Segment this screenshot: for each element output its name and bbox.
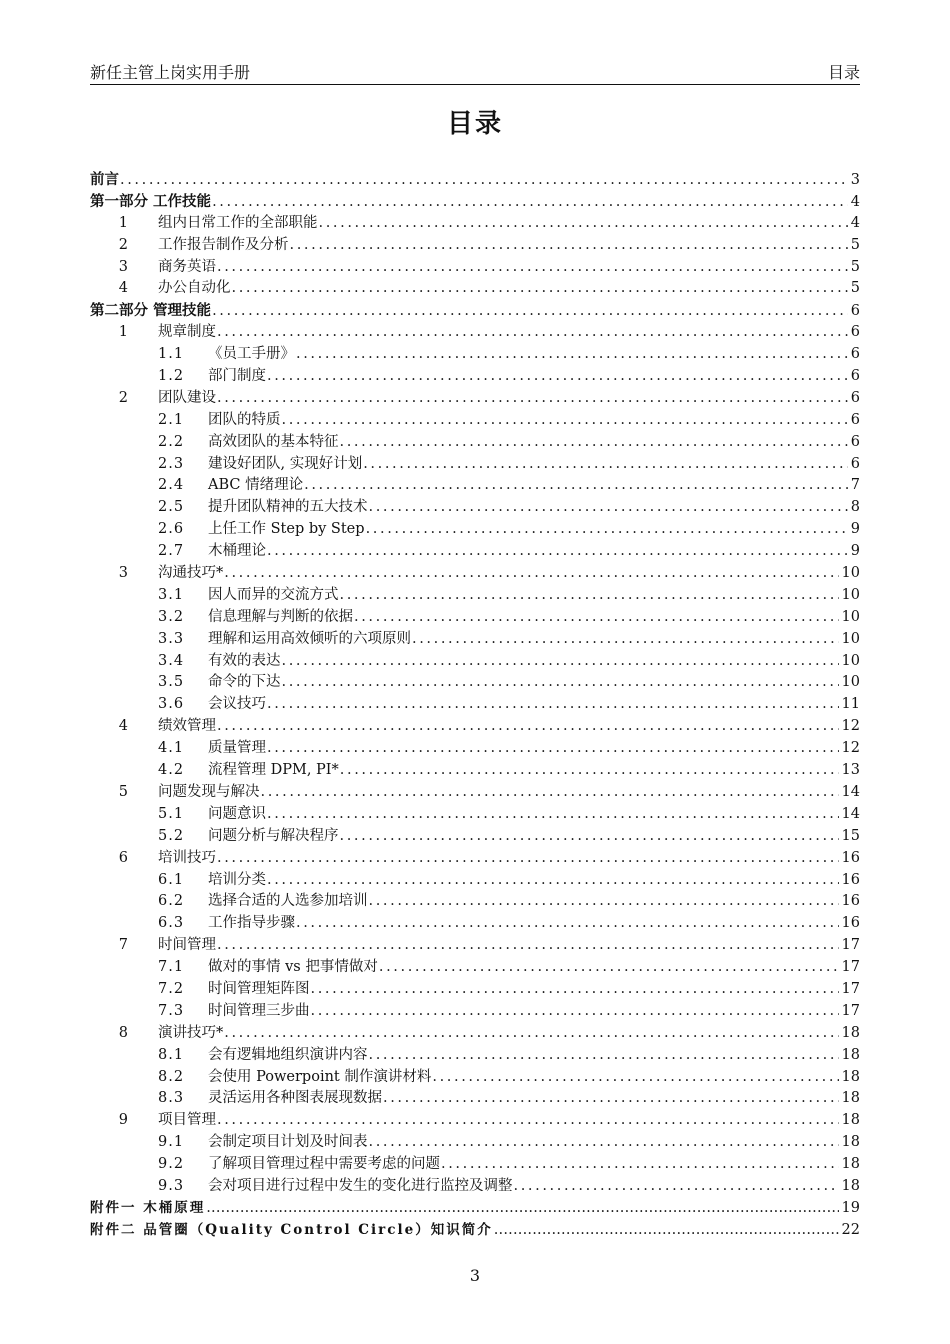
toc-entry[interactable] [90, 738, 860, 760]
toc-entry-page: 10 [841, 630, 860, 647]
toc-entry-label: 绩效管理 [158, 718, 216, 735]
toc-entry-label: 附件二 品管圈（Quality Control Circle）知识简介 [90, 1221, 493, 1238]
toc-entry-number: 8.1 [158, 1046, 185, 1063]
toc-entry-page: 6 [850, 303, 860, 320]
toc-entry-label: 时间管理矩阵图 [208, 980, 310, 997]
toc-entry[interactable] [90, 1220, 860, 1242]
toc-entry[interactable] [90, 891, 860, 913]
toc-dot-leader [212, 192, 848, 214]
toc-dot-leader [304, 475, 848, 497]
toc-entry[interactable] [90, 191, 860, 213]
toc-entry-number: 1 [118, 324, 128, 341]
toc-entry-number: 2 [118, 236, 128, 253]
toc-entry-page: 9 [850, 543, 860, 560]
toc-entry[interactable] [90, 344, 860, 366]
toc-entry-label: 会使用 Powerpoint 制作演讲材料 [208, 1068, 432, 1085]
toc-entry-page: 7 [850, 477, 860, 494]
toc-entry-label: 办公自动化 [158, 280, 231, 297]
toc-dot-leader [267, 870, 839, 892]
toc-entry-label: 做对的事情 vs 把事情做对 [208, 959, 378, 976]
toc-entry-number: 4 [118, 718, 128, 735]
toc-entry-label: 附件一 木桶原理 [90, 1199, 206, 1216]
toc-entry-page: 18 [841, 1134, 860, 1151]
toc-entry-number: 6.1 [158, 871, 185, 888]
toc-dot-leader [369, 891, 839, 913]
toc-entry-number: 2.2 [158, 433, 185, 450]
toc-entry[interactable] [90, 1023, 860, 1045]
toc-dot-leader [369, 497, 848, 519]
toc-dot-leader [217, 257, 848, 279]
toc-entry-number: 8.2 [158, 1068, 185, 1085]
toc-entry[interactable] [90, 804, 860, 826]
toc-entry[interactable] [90, 169, 860, 191]
toc-entry-number: 2.6 [158, 521, 185, 538]
toc-entry-label: 部门制度 [208, 368, 266, 385]
toc-entry[interactable] [90, 257, 860, 279]
toc-dot-leader [369, 1132, 839, 1154]
toc-entry-number: 8.3 [158, 1090, 185, 1107]
toc-entry[interactable] [90, 760, 860, 782]
toc-entry-label: 沟通技巧* [158, 565, 224, 582]
toc-entry-page: 18 [841, 1090, 860, 1107]
toc-entry-label: ABC 情绪理论 [208, 477, 304, 494]
toc-dot-leader [232, 278, 848, 300]
table-of-contents [90, 169, 860, 1242]
toc-entry-label: 培训分类 [208, 871, 266, 888]
toc-entry-number: 4.2 [158, 762, 185, 779]
toc-entry-label: 培训技巧 [158, 849, 216, 866]
toc-entry-label: 问题发现与解决 [158, 783, 260, 800]
toc-entry-page: 18 [841, 1046, 860, 1063]
toc-entry-page: 18 [841, 1112, 860, 1129]
toc-entry[interactable] [90, 410, 860, 432]
toc-entry[interactable] [90, 541, 860, 563]
header-section-title: 目录 [827, 63, 860, 82]
toc-entry-label: 因人而异的交流方式 [208, 586, 339, 603]
toc-entry-page: 6 [850, 389, 860, 406]
toc-entry[interactable] [90, 454, 860, 476]
toc-dot-leader [217, 848, 839, 870]
toc-entry[interactable] [90, 629, 860, 651]
toc-entry-page: 18 [841, 1024, 860, 1041]
toc-entry-number: 6.2 [158, 893, 185, 910]
toc-dot-leader [369, 1045, 839, 1067]
toc-entry-label: 命令的下达 [208, 674, 281, 691]
toc-entry[interactable] [90, 672, 860, 694]
toc-entry-number: 3.3 [158, 630, 185, 647]
toc-entry-label: 建设好团队, 实现好计划 [208, 455, 363, 472]
toc-entry-number: 3.6 [158, 696, 185, 713]
toc-entry[interactable] [90, 716, 860, 738]
toc-entry-page: 17 [841, 959, 860, 976]
toc-entry-label: 上任工作 Step by Step [208, 521, 365, 538]
toc-dot-leader [383, 1088, 839, 1110]
toc-entry-label: 商务英语 [158, 258, 216, 275]
toc-entry-number: 4 [118, 280, 128, 297]
toc-entry[interactable] [90, 519, 860, 541]
toc-entry-label: 高效团队的基本特征 [208, 433, 339, 450]
toc-entry[interactable] [90, 913, 860, 935]
toc-entry[interactable] [90, 651, 860, 673]
toc-entry-number: 6 [118, 849, 128, 866]
toc-entry-number: 3.2 [158, 608, 185, 625]
toc-entry-number: 3.5 [158, 674, 185, 691]
toc-entry[interactable] [90, 935, 860, 957]
toc-entry[interactable] [90, 826, 860, 848]
toc-entry[interactable] [90, 366, 860, 388]
toc-dot-leader [217, 322, 848, 344]
toc-entry[interactable] [90, 432, 860, 454]
toc-entry[interactable] [90, 300, 860, 322]
toc-dot-leader [296, 913, 839, 935]
toc-entry-page: 16 [841, 915, 860, 932]
toc-entry-page: 6 [850, 324, 860, 341]
toc-entry-page: 3 [850, 172, 860, 188]
toc-entry[interactable] [90, 1154, 860, 1176]
toc-dot-leader [282, 410, 848, 432]
toc-entry-label: 规章制度 [158, 324, 216, 341]
toc-dot-leader [366, 519, 848, 541]
toc-entry-label: 了解项目管理过程中需要考虑的问题 [208, 1156, 440, 1173]
toc-entry-number: 1.1 [158, 346, 185, 363]
toc-entry-number: 6.3 [158, 915, 185, 932]
toc-entry[interactable] [90, 322, 860, 344]
toc-dot-leader [267, 738, 839, 760]
toc-entry-number: 7.1 [158, 959, 185, 976]
toc-entry-page: 10 [841, 586, 860, 603]
toc-entry-number: 2.3 [158, 455, 185, 472]
toc-entry[interactable] [90, 1198, 860, 1220]
toc-entry-number: 8 [118, 1024, 128, 1041]
toc-entry-label: 团队建设 [158, 389, 216, 406]
toc-entry-label: 理解和运用高效倾听的六项原则 [208, 630, 411, 647]
toc-entry[interactable] [90, 782, 860, 804]
toc-dot-leader [340, 826, 839, 848]
toc-entry-label: 时间管理三步曲 [208, 1002, 310, 1019]
toc-dot-leader [261, 782, 839, 804]
toc-dot-leader [217, 716, 839, 738]
page-title: 目录 [446, 109, 503, 139]
toc-entry-number: 2.5 [158, 499, 185, 516]
toc-entry-number: 9.2 [158, 1156, 185, 1173]
toc-entry-label: 信息理解与判断的依据 [208, 608, 353, 625]
toc-entry-label: 时间管理 [158, 937, 216, 954]
toc-entry[interactable] [90, 870, 860, 892]
toc-dot-leader [267, 804, 839, 826]
toc-dot-leader [282, 672, 839, 694]
toc-entry-page: 18 [841, 1068, 860, 1085]
toc-entry[interactable] [90, 1045, 860, 1067]
toc-entry-label: 第一部分 工作技能 [90, 192, 212, 210]
toc-entry-number: 9.3 [158, 1177, 185, 1194]
toc-entry-page: 8 [850, 499, 860, 516]
toc-entry[interactable] [90, 475, 860, 497]
toc-entry-label: 会议技巧 [208, 696, 266, 713]
toc-dot-leader [441, 1154, 839, 1176]
toc-entry-page: 4 [850, 193, 860, 210]
toc-dot-leader [217, 1110, 839, 1132]
toc-dot-leader [267, 541, 848, 563]
toc-entry-page: 13 [841, 762, 860, 779]
toc-entry-page: 6 [850, 455, 860, 472]
toc-dot-leader [412, 629, 839, 651]
toc-entry[interactable] [90, 957, 860, 979]
toc-entry-number: 1 [118, 214, 128, 231]
toc-entry-label: 项目管理 [158, 1112, 216, 1129]
toc-entry-label: 演讲技巧* [158, 1024, 224, 1041]
toc-dot-leader [206, 1198, 838, 1220]
toc-entry-page: 6 [850, 368, 860, 385]
toc-entry-page: 10 [841, 565, 860, 582]
toc-entry-label: 会有逻辑地组织演讲内容 [208, 1046, 368, 1063]
toc-entry-label: 质量管理 [208, 740, 266, 757]
toc-entry[interactable] [90, 1088, 860, 1110]
toc-entry-page: 18 [841, 1156, 860, 1173]
toc-entry-page: 16 [841, 871, 860, 888]
toc-entry[interactable] [90, 388, 860, 410]
toc-dot-leader [120, 170, 848, 192]
toc-entry-page: 4 [850, 214, 860, 231]
toc-entry-label: 选择合适的人选参加培训 [208, 893, 368, 910]
toc-entry-number: 2.1 [158, 411, 185, 428]
toc-entry-label: 前言 [90, 171, 119, 188]
toc-dot-leader [224, 1023, 838, 1045]
toc-entry-label: 有效的表达 [208, 652, 281, 669]
toc-entry-number: 3.1 [158, 586, 185, 603]
toc-entry-number: 3 [118, 565, 128, 582]
toc-dot-leader [224, 563, 838, 585]
toc-entry-page: 17 [841, 1002, 860, 1019]
toc-entry-number: 5.2 [158, 827, 185, 844]
toc-entry-number: 3 [118, 258, 128, 275]
toc-entry[interactable] [90, 1176, 860, 1198]
toc-dot-leader [282, 651, 839, 673]
toc-entry-number: 5.1 [158, 805, 185, 822]
toc-entry-page: 14 [841, 805, 860, 822]
toc-entry-page: 5 [850, 236, 860, 253]
toc-entry-page: 10 [841, 652, 860, 669]
toc-entry[interactable] [90, 607, 860, 629]
toc-entry-label: 工作报告制作及分析 [158, 236, 289, 253]
toc-entry-page: 5 [850, 280, 860, 297]
toc-entry-page: 10 [841, 608, 860, 625]
toc-entry[interactable] [90, 213, 860, 235]
toc-entry-page: 15 [841, 827, 860, 844]
toc-dot-leader [311, 1001, 839, 1023]
toc-dot-leader [311, 979, 839, 1001]
toc-dot-leader [267, 366, 848, 388]
toc-entry-label: 提升团队精神的五大技术 [208, 499, 368, 516]
toc-entry-number: 2 [118, 389, 128, 406]
toc-entry-number: 7.3 [158, 1002, 185, 1019]
toc-entry-page: 11 [841, 696, 860, 713]
toc-entry-page: 16 [841, 849, 860, 866]
toc-dot-leader [212, 301, 848, 323]
toc-dot-leader [217, 388, 848, 410]
toc-entry[interactable] [90, 585, 860, 607]
toc-entry-page: 5 [850, 258, 860, 275]
toc-dot-leader [363, 454, 848, 476]
toc-entry-page: 18 [841, 1177, 860, 1194]
toc-dot-leader [340, 432, 848, 454]
toc-entry-page: 12 [841, 740, 860, 757]
toc-dot-leader [290, 235, 848, 257]
toc-dot-leader [340, 760, 839, 782]
toc-dot-leader [354, 607, 839, 629]
toc-entry[interactable] [90, 694, 860, 716]
toc-entry[interactable] [90, 848, 860, 870]
toc-entry-label: 问题分析与解决程序 [208, 827, 339, 844]
toc-entry-number: 2.4 [158, 477, 185, 494]
toc-dot-leader [340, 585, 839, 607]
toc-dot-leader [494, 1220, 839, 1242]
toc-entry-number: 3.4 [158, 652, 185, 669]
toc-entry-label: 流程管理 DPM, PI* [208, 762, 339, 779]
toc-entry-number: 9 [118, 1112, 128, 1129]
toc-dot-leader [217, 935, 839, 957]
toc-entry-page: 22 [841, 1221, 860, 1238]
toc-entry-label: 木桶理论 [208, 543, 266, 560]
toc-entry[interactable] [90, 1001, 860, 1023]
header-document-title: 新任主管上岗实用手册 [90, 63, 251, 82]
toc-entry-page: 19 [841, 1199, 860, 1216]
toc-dot-leader [296, 344, 848, 366]
toc-entry-label: 会对项目进行过程中发生的变化进行监控及调整 [208, 1177, 513, 1194]
toc-entry[interactable] [90, 1110, 860, 1132]
toc-entry-number: 2.7 [158, 543, 185, 560]
toc-entry-page: 10 [841, 674, 860, 691]
toc-entry-label: 工作指导步骤 [208, 915, 295, 932]
toc-entry-page: 12 [841, 718, 860, 735]
toc-dot-leader [319, 213, 848, 235]
toc-entry[interactable] [90, 1132, 860, 1154]
toc-entry-number: 4.1 [158, 740, 185, 757]
toc-entry-number: 1.2 [158, 368, 185, 385]
toc-entry-number: 5 [118, 783, 128, 800]
toc-entry-number: 7 [118, 937, 128, 954]
toc-entry-page: 6 [850, 433, 860, 450]
toc-entry[interactable] [90, 278, 860, 300]
toc-entry-page: 14 [841, 783, 860, 800]
toc-entry[interactable] [90, 1067, 860, 1089]
toc-entry-number: 7.2 [158, 980, 185, 997]
toc-entry-label: 灵活运用各种图表展现数据 [208, 1090, 382, 1107]
toc-entry[interactable] [90, 235, 860, 257]
toc-dot-leader [267, 694, 839, 716]
toc-entry-page: 17 [841, 980, 860, 997]
toc-entry-page: 6 [850, 411, 860, 428]
toc-entry[interactable] [90, 497, 860, 519]
toc-entry-page: 9 [850, 521, 860, 538]
toc-entry-label: 会制定项目计划及时间表 [208, 1134, 368, 1151]
toc-dot-leader [432, 1067, 838, 1089]
toc-entry-label: 问题意识 [208, 805, 266, 822]
toc-entry-label: 《员工手册》 [208, 346, 295, 363]
page-header [90, 58, 860, 85]
toc-entry-page: 16 [841, 893, 860, 910]
toc-dot-leader [379, 957, 839, 979]
toc-entry-page: 17 [841, 937, 860, 954]
toc-entry-label: 第二部分 管理技能 [90, 302, 212, 320]
toc-entry-label: 组内日常工作的全部职能 [158, 214, 318, 231]
page-number: 3 [469, 1266, 481, 1285]
toc-entry[interactable] [90, 563, 860, 585]
toc-entry-page: 6 [850, 346, 860, 363]
toc-entry-number: 9.1 [158, 1134, 185, 1151]
toc-entry[interactable] [90, 979, 860, 1001]
toc-dot-leader [514, 1176, 839, 1198]
toc-entry-label: 团队的特质 [208, 411, 281, 428]
